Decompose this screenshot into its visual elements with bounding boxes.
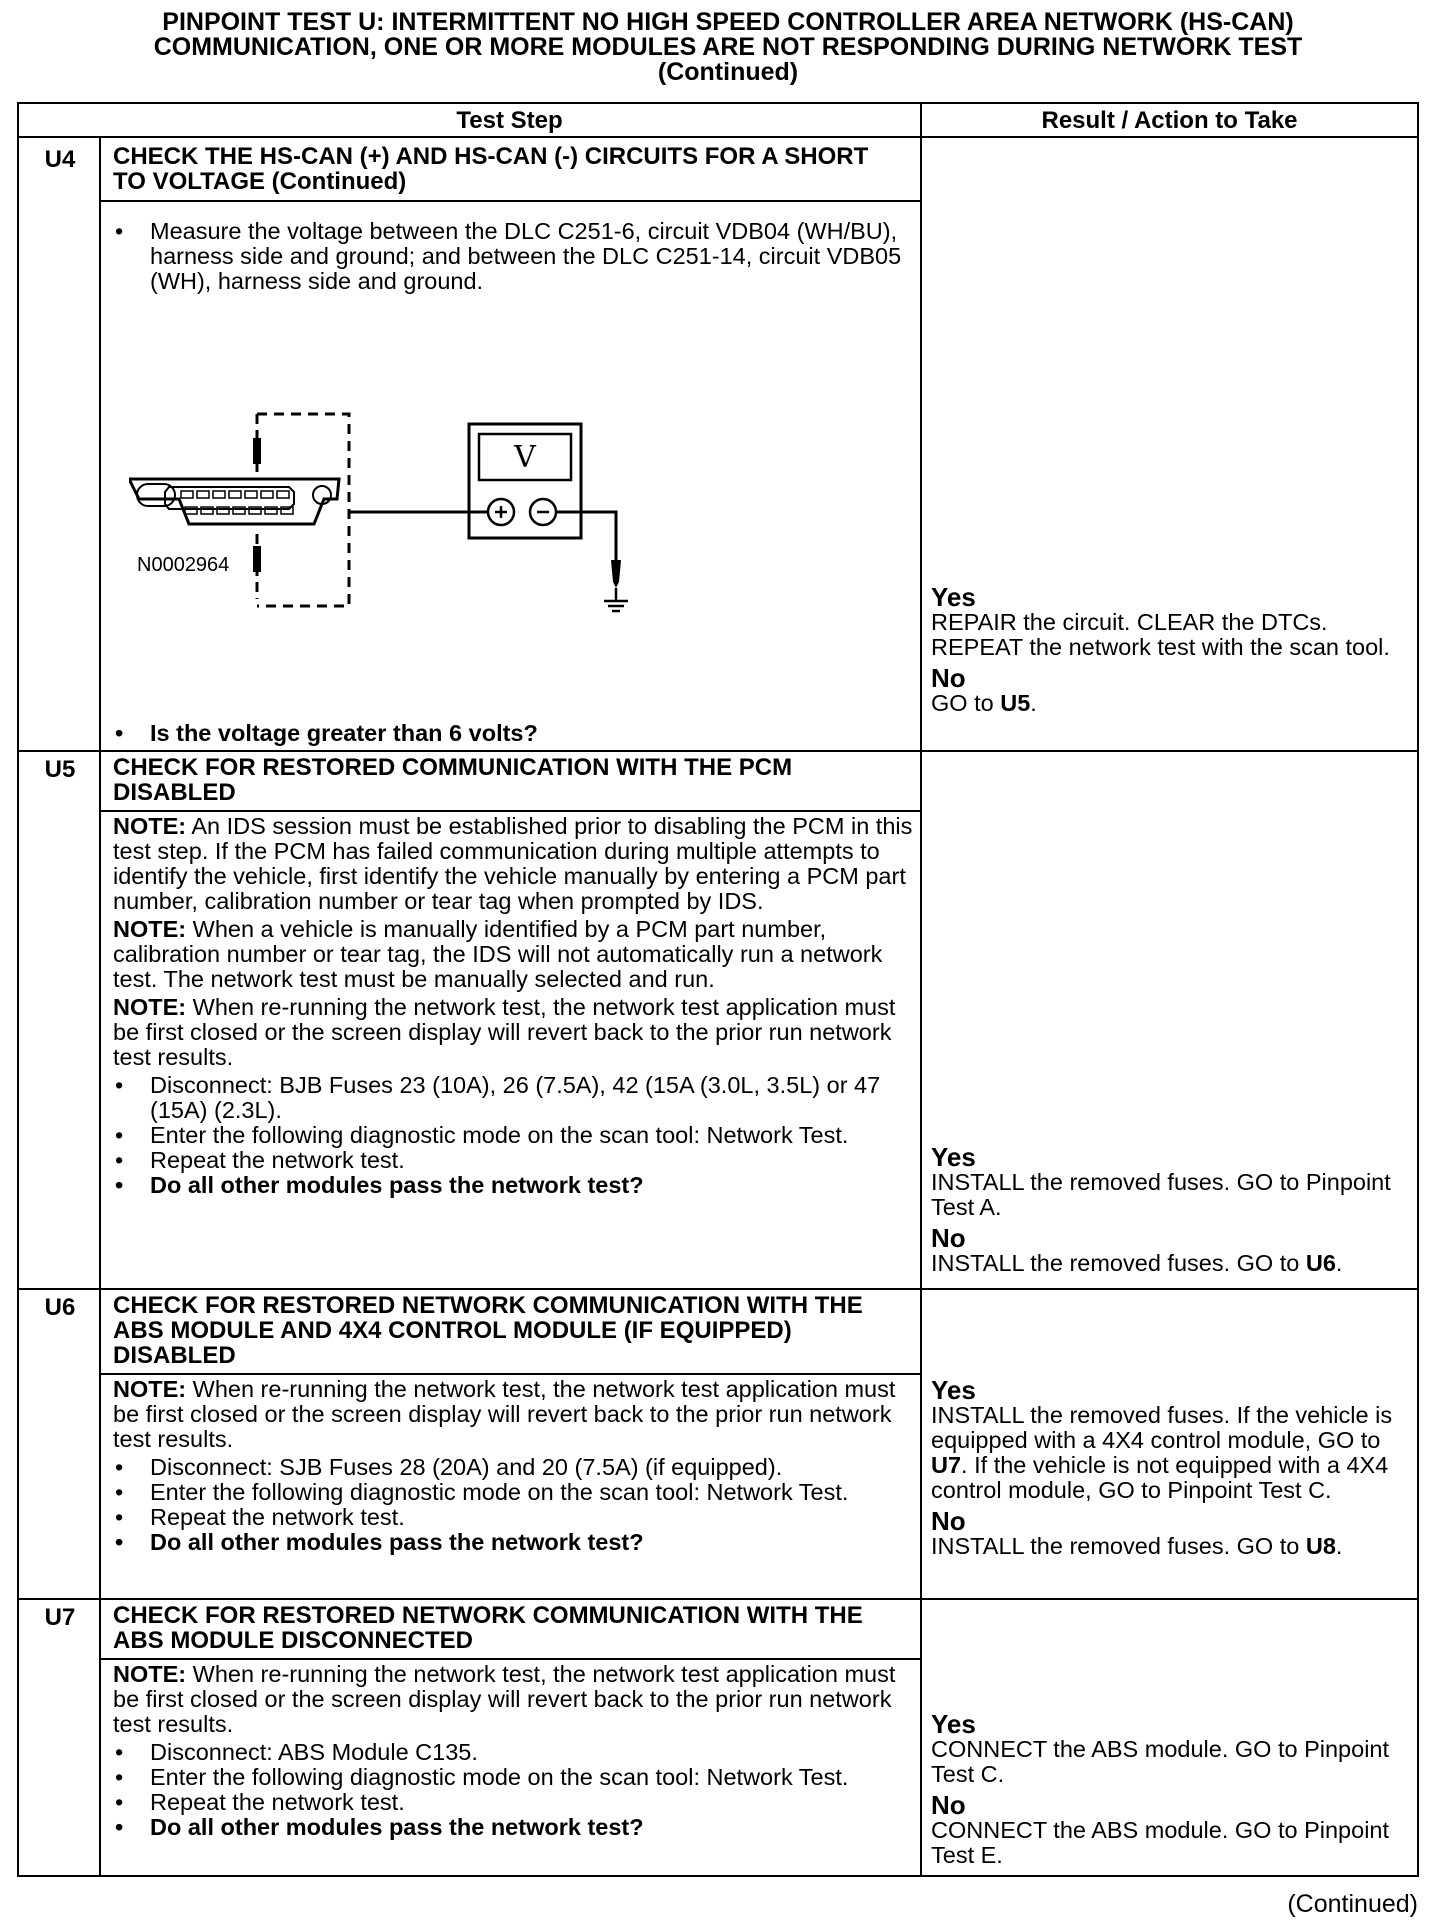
u7-note-1 [113, 1662, 913, 1737]
u6-bullet-2: • Enter the following diagnostic mode on the scan tool: Network Test. [113, 1480, 913, 1505]
result-u7 [931, 1711, 1416, 1873]
step-title-u6: CHECK FOR RESTORED NETWORK COMMUNICATION WITH THE ABS MODULE AND 4X4 CONTROL MODULE (IF EQUIPPED) DISABLED [113, 1292, 863, 1369]
u5-note-2 [113, 917, 913, 992]
u6-no-text-post: . [1335, 1533, 1343, 1559]
result-column-divider [920, 104, 922, 1875]
u5-note-2-label: NOTE: [113, 916, 187, 942]
probe-tips [253, 438, 261, 572]
dlc-voltage-measurement-diagram [129, 374, 769, 674]
title-line-3: (Continued) [657, 58, 799, 86]
u6-yes-link-step: U7 [931, 1452, 962, 1478]
u4-title-divider [99, 200, 920, 202]
u6-no-text [931, 1534, 1416, 1559]
u7-no-text: CONNECT the ABS module. GO to Pinpoint Test E. [931, 1817, 1390, 1868]
u7-note-1-label: NOTE: [113, 1661, 187, 1687]
u4-no-label: No [931, 663, 966, 693]
step-body-u6 [113, 1377, 913, 1555]
header-test-step: Test Step [456, 107, 563, 134]
u6-yes-text [931, 1403, 1416, 1503]
u5-note-1 [113, 814, 913, 914]
u6-note-1-label: NOTE: [113, 1376, 187, 1402]
u5-note-2-text: When a vehicle is manually identified by a PCM part number, calibration number or tear tag, the IDS will not automatically run a network test. The network test must be manually selected and run. [113, 916, 883, 992]
page-title [0, 10, 1456, 85]
u6-note-1-text: When re-running the network test, the network test application must be first closed or the screen display will revert back to the prior run network test results. [113, 1376, 896, 1452]
title-line-2: COMMUNICATION, ONE OR MORE MODULES ARE NOT RESPONDING DURING NETWORK TEST [153, 33, 1303, 61]
u5-note-3 [113, 995, 913, 1070]
u5-yes-text: INSTALL the removed fuses. GO to Pinpoint Test A. [931, 1169, 1391, 1220]
u6-bullet-3: • Repeat the network test. [113, 1505, 913, 1530]
step-title-u7: CHECK FOR RESTORED NETWORK COMMUNICATION WITH THE ABS MODULE DISCONNECTED [113, 1602, 863, 1654]
title-line-1: PINPOINT TEST U: INTERMITTENT NO HIGH SPEED CONTROLLER AREA NETWORK (HS-CAN) [162, 8, 1294, 36]
continued-footer: (Continued) [1287, 1890, 1418, 1918]
u6-no-label: No [931, 1506, 966, 1536]
u4-no-text-post: . [1030, 690, 1037, 716]
u7-bullet-3: • Repeat the network test. [113, 1790, 913, 1815]
u5-question: • Do all other modules pass the network test? [113, 1173, 913, 1198]
u5-no-text-post: . [1335, 1250, 1343, 1276]
u4-yes-label: Yes [931, 582, 976, 612]
u5-no-label: No [931, 1223, 966, 1253]
u5-note-3-label: NOTE: [113, 994, 187, 1020]
voltmeter-label: V [514, 440, 536, 475]
u4-question: • Is the voltage greater than 6 volts? [113, 721, 913, 746]
step-body-u5 [113, 814, 913, 1198]
u6-no-link-step: U8 [1305, 1533, 1336, 1559]
u7-title-divider [99, 1658, 920, 1660]
step-title-u4: CHECK THE HS-CAN (+) AND HS-CAN (-) CIRCUITS FOR A SHORT TO VOLTAGE (Continued) [113, 143, 869, 195]
u5-bullet-3: • Repeat the network test. [113, 1148, 913, 1173]
u4-no-text [931, 691, 1416, 716]
u6-u7-divider [19, 1598, 1417, 1600]
u4-no-link-step: U5 [1000, 690, 1031, 716]
u5-title-divider [99, 810, 920, 812]
u4-yes-text: REPAIR the circuit. CLEAR the DTCs. REPEAT the network test with the scan tool. [931, 609, 1390, 660]
u7-bullet-1: • Disconnect: ABS Module C135. [113, 1740, 913, 1765]
u7-question: • Do all other modules pass the network test? [113, 1815, 913, 1840]
result-u6 [931, 1377, 1416, 1564]
header-result: Result / Action to Take [1041, 107, 1298, 134]
u4-question-wrap [113, 721, 913, 746]
u5-bullet-2: • Enter the following diagnostic mode on the scan tool: Network Test. [113, 1123, 913, 1148]
figure-code: N0002964 [137, 554, 230, 576]
step-id-u4: U4 [44, 146, 76, 173]
u5-u6-divider [19, 1288, 1417, 1290]
u4-no-text-pre: GO to [931, 690, 1001, 716]
u5-no-text-pre: INSTALL the removed fuses. GO to [931, 1250, 1306, 1276]
u6-title-divider [99, 1373, 920, 1375]
pinpoint-test-table [17, 102, 1419, 1877]
u6-bullet-1: • Disconnect: SJB Fuses 28 (20A) and 20 (7.5A) (if equipped). [113, 1455, 913, 1480]
u7-no-label: No [931, 1790, 966, 1820]
u7-bullet-2: • Enter the following diagnostic mode on the scan tool: Network Test. [113, 1765, 913, 1790]
step-id-u7: U7 [44, 1604, 76, 1631]
u4-bullet-1: • Measure the voltage between the DLC C251-6, circuit VDB04 (WH/BU), harness side and ground; and between the DLC C251-14, circuit VDB05 (WH), harness side and ground. [113, 219, 913, 294]
step-id-u6: U6 [44, 1294, 76, 1321]
u6-yes-text-post: . If the vehicle is not equipped with a 4X4 control module, GO to Pinpoint Test C. [931, 1452, 1389, 1503]
step-id-u5: U5 [44, 756, 76, 783]
u5-yes-label: Yes [931, 1142, 976, 1172]
u5-no-link-step: U6 [1305, 1250, 1336, 1276]
u7-yes-label: Yes [931, 1709, 976, 1739]
u6-yes-label: Yes [931, 1375, 976, 1405]
u5-note-1-text: An IDS session must be established prior to disabling the PCM in this test step. If the PCM has failed communication during multiple attempts to identify the vehicle, first identify the vehicle manually by entering a PCM part number, calibration number or tear tag when prompted by IDS. [113, 813, 913, 914]
ground-probe [611, 560, 621, 588]
u7-yes-text: CONNECT the ABS module. GO to Pinpoint Test C. [931, 1736, 1390, 1787]
step-body-u4 [113, 219, 913, 294]
result-u5 [931, 1144, 1416, 1281]
u5-note-3-text: When re-running the network test, the network test application must be first closed or the screen display will revert back to the prior run network test results. [113, 994, 896, 1070]
u7-note-1-text: When re-running the network test, the network test application must be first closed or the screen display will revert back to the prior run network test results. [113, 1661, 896, 1737]
u4-u5-divider [19, 750, 1417, 752]
u5-bullet-1: • Disconnect: BJB Fuses 23 (10A), 26 (7.5A), 42 (15A (3.0L, 3.5L) or 47 (15A) (2.3L). [113, 1073, 913, 1123]
step-title-u5: CHECK FOR RESTORED COMMUNICATION WITH THE PCM DISABLED [113, 754, 793, 806]
ground-icon [604, 588, 628, 611]
step-body-u7 [113, 1662, 913, 1840]
u5-note-1-label: NOTE: [113, 813, 187, 839]
u6-no-text-pre: INSTALL the removed fuses. GO to [931, 1533, 1306, 1559]
u6-yes-text-pre: INSTALL the removed fuses. If the vehicle is equipped with a 4X4 control module, GO to [931, 1402, 1393, 1453]
result-u4 [931, 584, 1416, 721]
u5-no-text [931, 1251, 1416, 1276]
u6-note-1 [113, 1377, 913, 1452]
dlc-connector-icon [129, 479, 339, 524]
u6-question: • Do all other modules pass the network test? [113, 1530, 913, 1555]
